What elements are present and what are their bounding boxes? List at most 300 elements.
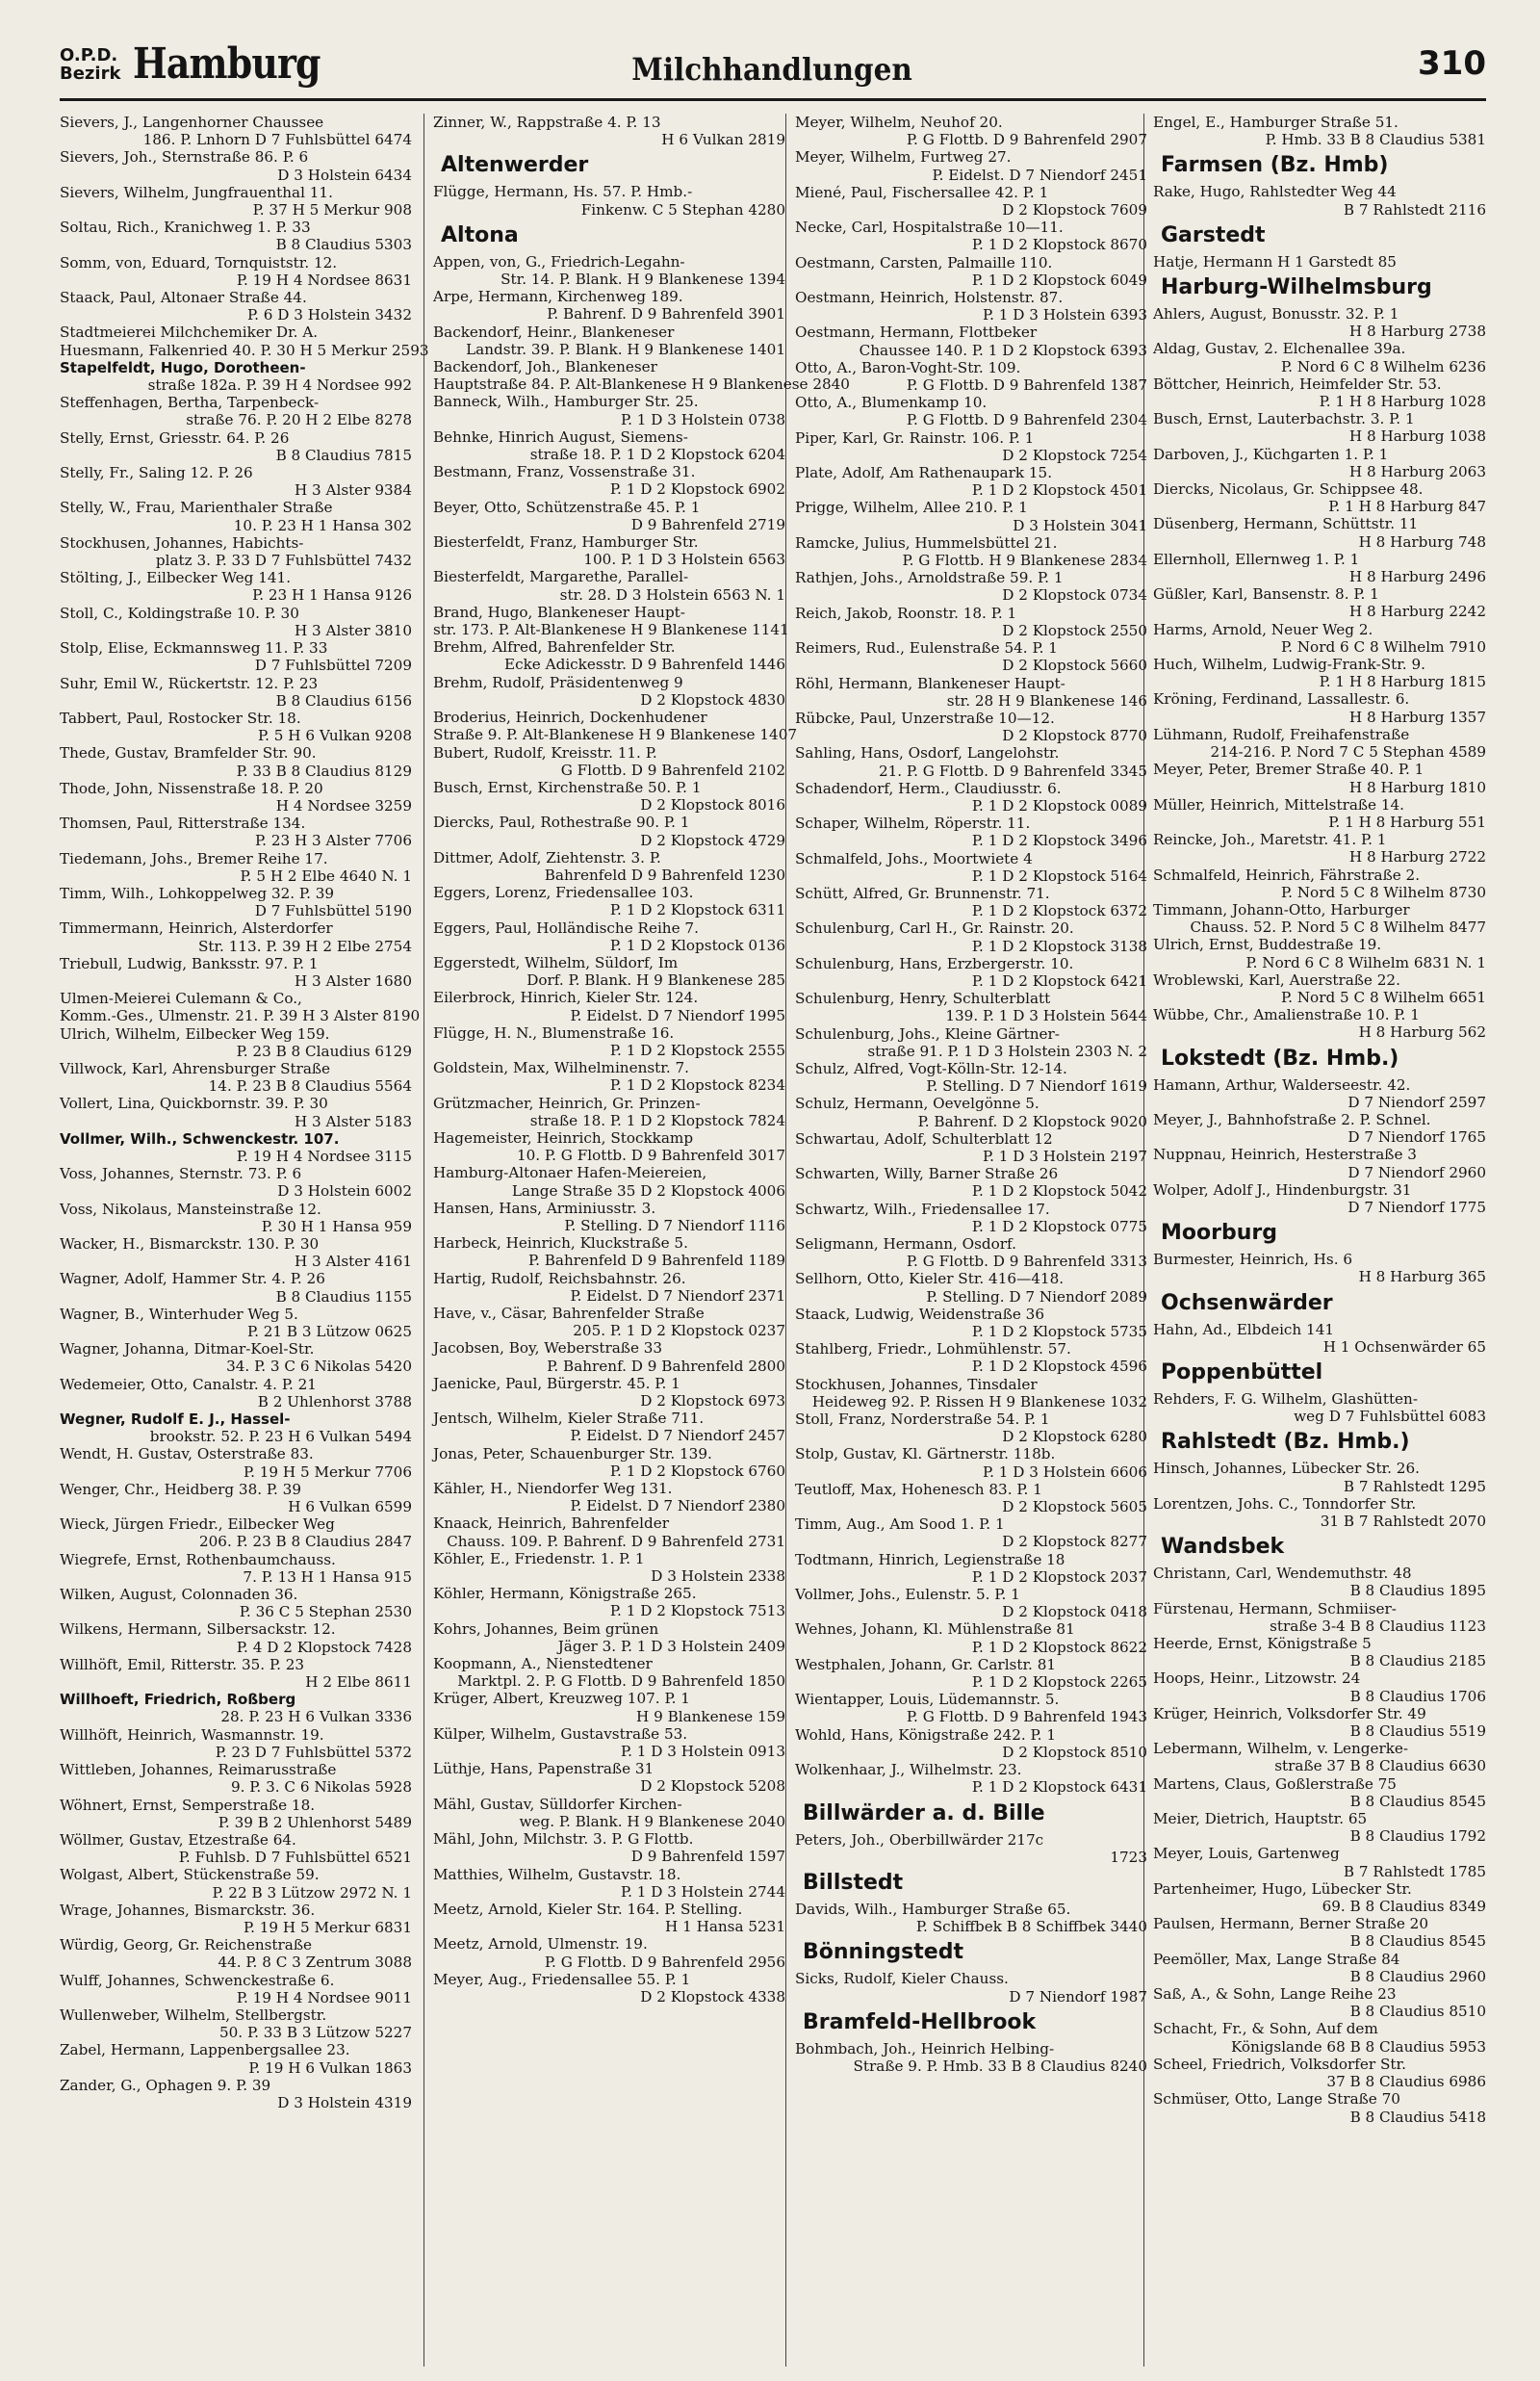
listing-phone-line: P. 1 D 3 Holstein 2744	[620, 1882, 785, 1901]
listing-phone-line: P. 1 D 2 Klopstock 0775	[971, 1217, 1147, 1235]
listing-name-line: Stahlberg, Friedr., Lohmühlenstr. 57.	[795, 1340, 1071, 1359]
listing-entry	[60, 1270, 412, 1305]
listing-name-line: Stockhusen, Johannes, Habichts-	[60, 533, 304, 552]
listing-name-line: Engel, E., Hamburger Straße 51.	[1153, 114, 1399, 131]
listing-name-line: Wöhnert, Ernst, Semperstraße 18.	[60, 1796, 316, 1814]
listing-name-line: Ulrich, Wilhelm, Eilbecker Weg 159.	[60, 1024, 330, 1043]
listing-name-line: Hoops, Heinr., Litzowstr. 24	[1153, 1669, 1361, 1688]
listing-entry	[795, 429, 1147, 464]
listing-phone-line: H 6 Vulkan 6599	[288, 1498, 412, 1516]
listing-entry	[60, 1936, 412, 1971]
listing-name-line: Partenheimer, Hugo, Lübecker Str.	[1153, 1879, 1412, 1898]
listing-phone-line: Str. 14. P. Blank. H 9 Blankenese 1394	[500, 271, 785, 289]
listing-entry	[795, 955, 1147, 990]
listing-phone-line: D 2 Klopstock 5605	[1002, 1498, 1147, 1516]
listing-entry	[795, 1270, 1147, 1305]
listing-phone-line: P. 19 H 6 Vulkan 1863	[248, 2058, 412, 2077]
listing-name-line: Arpe, Hermann, Kirchenweg 189.	[433, 288, 683, 306]
listing-phone-line: P. 21 B 3 Lützow 0625	[246, 1323, 412, 1341]
listing-phone-line: P. Eidelst. D 7 Niendorf 2380	[570, 1497, 785, 1515]
listing-entry	[60, 289, 412, 324]
listing-phone-line: P. Eidelst. D 7 Niendorf 2371	[570, 1286, 785, 1305]
listing-phone-line: P. Schiffbek B 8 Schiffbek 3440	[915, 1918, 1147, 1936]
listing-phone-line: straße 37 B 8 Claudius 6630	[1274, 1757, 1486, 1775]
listing-name-line: Wiegrefe, Ernst, Rothenbaumchauss.	[60, 1550, 336, 1568]
listing-phone-line: P. 19 H 5 Merkur 6831	[243, 1918, 412, 1936]
listing-entry	[795, 710, 1147, 744]
listing-entry	[60, 1306, 412, 1340]
listing-entry	[433, 1550, 785, 1585]
place-heading: Poppenbüttel	[1161, 1359, 1323, 1385]
listing-entry	[60, 1481, 412, 1515]
listing-entry	[60, 324, 429, 359]
listing-entry	[795, 1235, 1147, 1270]
listing-phone-line: P. G Flottb. D 9 Bahrenfeld 1387	[906, 376, 1147, 395]
listing-name-line: Kähler, H., Niendorfer Weg 131.	[433, 1480, 673, 1498]
listing-entry	[433, 183, 785, 218]
place-heading: Harburg-Wilhelmsburg	[1161, 275, 1432, 300]
listing-name-line: Wagner, B., Winterhuder Weg 5.	[60, 1305, 298, 1323]
listing-name-line: Teutloff, Max, Hohenesch 83. P. 1	[795, 1480, 1042, 1498]
listing-phone-line: H 1 Ochsenwärder 65	[1322, 1337, 1486, 1356]
listing-entry	[60, 815, 412, 849]
listing-entry	[60, 919, 412, 954]
listing-entry	[60, 1656, 412, 1691]
listing-name-line: Schulenburg, Henry, Schulterblatt	[795, 990, 1051, 1008]
listing-name-line: Wacker, H., Bismarckstr. 130. P. 30	[60, 1235, 320, 1253]
listing-entry	[1153, 761, 1486, 795]
listing-phone-line: Lange Straße 35 D 2 Klopstock 4006	[511, 1181, 785, 1200]
listing-name-line: Matthies, Wilhelm, Gustavstr. 18.	[433, 1865, 681, 1883]
listing-name-line: Jacobsen, Boy, Weberstraße 33	[433, 1339, 663, 1358]
listing-phone-line: B 8 Claudius 1706	[1349, 1687, 1486, 1705]
listing-entry	[433, 1480, 785, 1514]
listing-entry	[795, 1551, 1147, 1586]
listing-phone-line: Straße 9. P. Hmb. 33 B 8 Claudius 8240	[853, 2057, 1147, 2075]
listing-name-line: Soltau, Rich., Kranichweg 1. P. 33	[60, 219, 311, 237]
listing-entry	[60, 1866, 412, 1901]
listing-name-line: Krüger, Heinrich, Volksdorfer Str. 49	[1153, 1704, 1426, 1722]
listing-phone-line: D 2 Klopstock 5660	[1002, 657, 1147, 675]
listing-phone-line: P. G Flottb. H 9 Blankenese 2834	[902, 552, 1147, 570]
listing-phone-line: P. 6 D 3 Holstein 3432	[246, 306, 412, 324]
listing-entry	[60, 1620, 412, 1655]
listing-entry	[1153, 1880, 1486, 1915]
listing-phone-line: straße 76. P. 20 H 2 Elbe 8278	[186, 411, 412, 429]
listing-name-line: Wolper, Adolf J., Hindenburgstr. 31	[1153, 1180, 1412, 1199]
listing-entry	[795, 184, 1147, 219]
listing-phone-line: straße 18. P. 1 D 2 Klopstock 7824	[529, 1111, 785, 1129]
listing-entry	[433, 814, 785, 848]
listing-name-line: Eilerbrock, Hinrich, Kieler Str. 124.	[433, 989, 699, 1007]
listing-name-line: Köhler, E., Friedenstr. 1. P. 1	[433, 1549, 645, 1567]
listing-entry	[60, 710, 412, 744]
column-3	[795, 114, 1147, 2075]
listing-phone-line: P. 1 D 2 Klopstock 6421	[971, 971, 1147, 990]
listing-phone-line: 14. P. 23 B 8 Claudius 5564	[208, 1077, 412, 1096]
listing-name-line: Fürstenau, Hermann, Schmiiser-	[1153, 1599, 1397, 1618]
listing-entry	[795, 1445, 1147, 1480]
listing-entry	[433, 1375, 785, 1410]
listing-name-line: Willhoeft, Friedrich, Roßberg	[60, 1691, 296, 1709]
listing-phone-line: D 7 Fuhlsbüttel 5190	[254, 902, 412, 920]
listing-name-line: Eggers, Paul, Holländische Reihe 7.	[433, 919, 699, 937]
listing-name-line: Stadtmeierei Milchchemiker Dr. A.	[60, 324, 319, 342]
listing-name-line: Dittmer, Adolf, Ziehtenstr. 3. P.	[433, 848, 661, 867]
listing-entry	[795, 254, 1147, 289]
listing-name-line: Lüthje, Hans, Papenstraße 31	[433, 1760, 654, 1778]
listing-phone-line: P. 1 D 3 Holstein 6393	[982, 306, 1147, 324]
listing-name-line: Meyer, Wilhelm, Furtweg 27.	[795, 148, 1012, 167]
listing-phone-line: P. Bahrenf. D 2 Klopstock 9020	[917, 1112, 1147, 1130]
listing-phone-line: 186. P. Lnhorn D 7 Fuhlsbüttel 6474	[142, 131, 412, 149]
listing-entry	[433, 849, 785, 884]
listing-phone-line: B 8 Claudius 6156	[275, 691, 412, 710]
listing-name-line: Meier, Dietrich, Hauptstr. 65	[1153, 1810, 1368, 1828]
listing-name-line: Meyer, Wilhelm, Neuhof 20.	[795, 114, 1003, 131]
listing-phone-line: H 8 Harburg 365	[1358, 1268, 1486, 1286]
column-divider	[785, 114, 786, 2367]
listing-name-line: Wilken, August, Colonnaden 36.	[60, 1586, 298, 1604]
place-heading: Wandsbek	[1161, 1535, 1285, 1560]
listing-entry	[433, 1059, 785, 1094]
listing-entry	[1153, 831, 1486, 866]
listing-name-line: Timm, Aug., Am Sood 1. P. 1	[795, 1515, 1005, 1534]
listing-name-line: Schaper, Wilhelm, Röperstr. 11.	[795, 815, 1031, 833]
listing-phone-line: H 8 Harburg 562	[1358, 1023, 1486, 1042]
listing-entry	[1153, 305, 1486, 340]
listing-entry	[60, 2006, 412, 2041]
listing-phone-line: straße 18. P. 1 D 2 Klopstock 6204	[529, 446, 785, 464]
listing-entry	[60, 675, 412, 710]
listing-name-line: Thede, Gustav, Bramfelder Str. 90.	[60, 744, 317, 763]
listing-name-line: Davids, Wilh., Hamburger Straße 65.	[795, 1900, 1071, 1918]
listing-entry	[1153, 1006, 1486, 1041]
listing-entry	[60, 2041, 412, 2076]
listing-entry	[433, 638, 785, 673]
listing-phone-line: P. G Flottb. D 9 Bahrenfeld 3313	[906, 1253, 1147, 1271]
listing-entry	[1153, 1565, 1486, 1599]
listing-phone-line: P. 36 C 5 Stephan 2530	[239, 1603, 412, 1621]
listing-name-line: Schwartz, Wilh., Friedensallee 17.	[795, 1200, 1050, 1218]
listing-phone-line: H 3 Alster 5183	[294, 1112, 412, 1130]
listing-phone-line: H 3 Alster 9384	[294, 481, 412, 500]
listing-phone-line: P. Stelling. D 7 Niendorf 2089	[926, 1287, 1147, 1306]
listing-phone-line: 10. P. 23 H 1 Hansa 302	[233, 516, 412, 534]
listing-entry	[1153, 183, 1486, 218]
place-heading: Moorburg	[1161, 1221, 1277, 1246]
listing-name-line: Hinsch, Johannes, Lübecker Str. 26.	[1153, 1460, 1420, 1478]
listing-phone-line: D 2 Klopstock 4729	[640, 831, 785, 849]
listing-entry	[433, 674, 785, 709]
listing-name-line: Reich, Jakob, Roonstr. 18. P. 1	[795, 604, 1017, 622]
listing-entry	[795, 464, 1147, 499]
listing-entry	[60, 990, 421, 1025]
city-title: Hamburg	[133, 39, 321, 89]
listing-name-line: Staack, Paul, Altonaer Straße 44.	[60, 289, 307, 307]
listing-phone-line: Str. 113. P. 39 H 2 Elbe 2754	[197, 937, 412, 955]
listing-phone-line: P. 1 D 2 Klopstock 6902	[609, 480, 785, 499]
listing-phone-line: P. Nord 6 C 8 Wilhelm 6236	[1280, 357, 1486, 375]
listing-phone-line: P. 1 D 2 Klopstock 6431	[971, 1778, 1147, 1797]
listing-phone-line: P. 1 D 2 Klopstock 8234	[609, 1076, 785, 1095]
listing-entry	[1153, 2020, 1486, 2055]
listing-entry	[795, 1130, 1147, 1165]
listing-phone-line: D 9 Bahrenfeld 1597	[630, 1848, 785, 1866]
listing-phone-line: straße 91. P. 1 D 3 Holstein 2303 N. 2	[867, 1042, 1147, 1060]
listing-phone-line: H 8 Harburg 2738	[1348, 323, 1486, 341]
listing-name-line: Schmüser, Otto, Lange Straße 70	[1153, 2090, 1400, 2109]
listing-name-line: Prigge, Wilhelm, Allee 210. P. 1	[795, 499, 1028, 517]
listing-phone-line: P. 1 D 2 Klopstock 7513	[609, 1602, 785, 1620]
listing-name-line: Zinner, W., Rappstraße 4. P. 13	[433, 114, 661, 131]
listing-entry	[1153, 867, 1486, 901]
listing-name-line: Wullenweber, Wilhelm, Stellbergstr.	[60, 2006, 327, 2024]
listing-phone-line: 205. P. 1 D 2 Klopstock 0237	[573, 1322, 785, 1340]
listing-phone-line: B 8 Claudius 2960	[1349, 1967, 1486, 1985]
listing-name-line: Meyer, Peter, Bremer Straße 40. P. 1	[1153, 761, 1424, 779]
listing-entry	[60, 955, 412, 990]
listing-phone-line: P. Eidelst. D 7 Niendorf 2457	[570, 1427, 785, 1445]
listing-name-line: Peters, Joh., Oberbillwärder 217c	[795, 1830, 1044, 1849]
listing-entry	[1153, 1390, 1486, 1425]
listing-name-line: Düsenberg, Hermann, Schüttstr. 11	[1153, 515, 1419, 533]
listing-entry	[433, 1585, 785, 1619]
listing-name-line: Reimers, Rud., Eulenstraße 54. P. 1	[795, 639, 1058, 658]
listing-name-line: Wrage, Johannes, Bismarckstr. 36.	[60, 1901, 316, 1919]
listing-entry	[1153, 1669, 1486, 1704]
listing-entry	[1153, 340, 1486, 375]
listing-phone-line: P. 39 B 2 Uhlenhorst 5489	[218, 1813, 412, 1831]
place-heading: Lokstedt (Bz. Hmb.)	[1161, 1046, 1399, 1071]
listing-name-line: Have, v., Cäsar, Bahrenfelder Straße	[433, 1305, 705, 1322]
listing-name-line: Wehnes, Johann, Kl. Mühlenstraße 81	[795, 1620, 1075, 1639]
listing-phone-line: B 2 Uhlenhorst 3788	[257, 1392, 412, 1410]
listing-name-line: Sievers, Joh., Sternstraße 86. P. 6	[60, 148, 309, 167]
listing-phone-line: P. Stelling. D 7 Niendorf 1619	[926, 1077, 1147, 1096]
listing-phone-line: str. 28 H 9 Blankenese 146	[946, 691, 1147, 710]
listing-entry	[1153, 1251, 1486, 1285]
listing-entry	[795, 1481, 1147, 1515]
listing-name-line: Plate, Adolf, Am Rathenaupark 15.	[795, 464, 1053, 482]
listing-entry	[433, 358, 850, 394]
listing-entry	[60, 534, 412, 569]
listing-name-line: Ellernholl, Ellernweg 1. P. 1	[1153, 550, 1360, 568]
listing-name-line: Lebermann, Wilhelm, v. Lengerke-	[1153, 1740, 1409, 1758]
listing-phone-line: 214-216. P. Nord 7 C 5 Stephan 4589	[1210, 743, 1486, 762]
listing-name-line: Westphalen, Johann, Gr. Carlstr. 81	[795, 1655, 1057, 1673]
listing-entry	[1153, 2056, 1486, 2090]
listing-phone-line: D 2 Klopstock 8770	[1002, 727, 1147, 745]
listing-entry	[1153, 1810, 1486, 1845]
listing-name-line: Wolkenhaar, J., Wilhelmstr. 23.	[795, 1761, 1022, 1779]
listing-name-line: Staack, Ludwig, Weidenstraße 36	[795, 1305, 1045, 1323]
listing-phone-line: brookstr. 52. P. 23 H 6 Vulkan 5494	[149, 1428, 412, 1446]
listing-name-line: Wieck, Jürgen Friedr., Eilbecker Weg	[60, 1515, 335, 1534]
listing-entry	[795, 1970, 1147, 2005]
listing-name-line: Necke, Carl, Hospitalstraße 10—11.	[795, 219, 1064, 237]
listing-entry	[433, 603, 789, 639]
listing-phone-line: D 2 Klopstock 7609	[1002, 201, 1147, 220]
listing-name-line: Vollmer, Johs., Eulenstr. 5. P. 1	[795, 1586, 1020, 1604]
listing-name-line: Hagemeister, Heinrich, Stockkamp	[433, 1128, 694, 1147]
listing-phone-line: 206. P. 23 B 8 Claudius 2847	[198, 1533, 412, 1551]
listing-entry	[60, 569, 412, 604]
listing-phone-line: H 8 Harburg 2242	[1348, 603, 1486, 621]
listing-name-line: Wagner, Adolf, Hammer Str. 4. P. 26	[60, 1270, 325, 1288]
listing-phone-line: H 8 Harburg 2722	[1348, 848, 1486, 867]
listing-phone-line: D 2 Klopstock 5208	[640, 1777, 785, 1796]
listing-phone-line: G Flottb. D 9 Bahrenfeld 2102	[560, 761, 785, 779]
listing-phone-line: P. 5 H 6 Vulkan 9208	[258, 727, 412, 745]
listing-name-line: Oestmann, Hermann, Flottbeker	[795, 324, 1038, 342]
listing-name-line: Hartig, Rudolf, Reichsbahnstr. 26.	[433, 1269, 686, 1287]
listing-entry	[1153, 1146, 1486, 1180]
listing-entry	[1153, 375, 1486, 410]
listing-name-line: Stapelfeldt, Hugo, Dorotheen-	[60, 358, 306, 376]
listing-name-line: Meyer, Louis, Gartenweg	[1153, 1845, 1340, 1863]
listing-phone-line: P. Eidelst. D 7 Niendorf 1995	[570, 1006, 785, 1024]
listing-name-line: Beyer, Otto, Schützenstraße 45. P. 1	[433, 498, 701, 516]
listing-entry	[1153, 515, 1486, 550]
listing-entry	[433, 779, 785, 814]
listing-phone-line: Jäger 3. P. 1 D 3 Holstein 2409	[557, 1637, 785, 1655]
listing-entry	[60, 1095, 412, 1129]
listing-name-line: Peemöller, Max, Lange Straße 84	[1153, 1950, 1400, 1968]
listing-name-line: Hatje, Hermann H 1 Garstedt 85	[1153, 252, 1397, 271]
listing-phone-line: D 2 Klopstock 8510	[1002, 1743, 1147, 1761]
listing-entry	[433, 1164, 785, 1199]
listing-entry	[1153, 1740, 1486, 1774]
listing-phone-line: Landstr. 39. P. Blank. H 9 Blankenese 1401	[466, 340, 785, 358]
listing-entry	[795, 1761, 1147, 1796]
listing-phone-line: H 8 Harburg 1357	[1348, 708, 1486, 726]
listing-phone-line: P. Nord 5 C 8 Wilhelm 8730	[1280, 883, 1486, 901]
listing-name-line: Martens, Claus, Goßlerstraße 75	[1153, 1774, 1397, 1793]
listing-name-line: Somm, von, Eduard, Tornquiststr. 12.	[60, 253, 338, 272]
listing-entry	[1153, 446, 1486, 480]
listing-phone-line: Bahrenfeld D 9 Bahrenfeld 1230	[544, 866, 785, 884]
listing-name-line: Jonas, Peter, Schauenburger Str. 139.	[433, 1444, 712, 1462]
column-1	[60, 114, 429, 2111]
listing-name-line: Schwarten, Willy, Barner Straße 26	[795, 1165, 1059, 1183]
listing-name-line: Rathjen, Johs., Arnoldstraße 59. P. 1	[795, 569, 1064, 587]
listing-name-line: Rake, Hugo, Rahlstedter Weg 44	[1153, 183, 1397, 201]
listing-entry	[1153, 726, 1486, 761]
listing-phone-line: B 8 Claudius 1155	[275, 1287, 412, 1306]
listing-entry	[795, 1095, 1147, 1129]
listing-phone-line: P. 19 H 4 Nordsee 8631	[236, 271, 412, 289]
listing-phone-line: P. 1 D 3 Holstein 0738	[620, 410, 785, 428]
listing-name-line: Stoll, Franz, Norderstraße 54. P. 1	[795, 1410, 1050, 1429]
listing-name-line: Backendorf, Heinr., Blankeneser	[433, 323, 675, 341]
listing-entry	[795, 148, 1147, 183]
listing-entry	[1153, 2090, 1486, 2125]
listing-name-line: Meetz, Arnold, Ulmenstr. 19.	[433, 1935, 648, 1954]
listing-entry	[795, 1691, 1147, 1725]
listing-phone-line: B 8 Claudius 2185	[1349, 1652, 1486, 1670]
listing-phone-line: P. G Flottb. D 9 Bahrenfeld 2956	[544, 1953, 785, 1971]
listing-name-line: Wagner, Johanna, Ditmar-Koel-Str.	[60, 1340, 315, 1359]
listing-name-line: Kröning, Ferdinand, Lassallestr. 6.	[1153, 690, 1410, 709]
listing-entry	[60, 885, 412, 919]
listing-entry	[1153, 936, 1486, 971]
listing-name-line: Rübcke, Paul, Unzerstraße 10—12.	[795, 709, 1055, 727]
listing-entry	[795, 1656, 1147, 1691]
listing-entry	[60, 1726, 412, 1761]
listing-phone-line: B 8 Claudius 8545	[1349, 1932, 1486, 1951]
listing-name-line: Biesterfeldt, Franz, Hamburger Str.	[433, 533, 699, 552]
listing-phone-line: P. 1 D 2 Klopstock 0089	[971, 796, 1147, 815]
listing-name-line: Koopmann, A., Nienstedtener	[433, 1655, 653, 1673]
listing-entry	[433, 324, 785, 358]
listing-phone-line: P. Fuhlsb. D 7 Fuhlsbüttel 6521	[178, 1849, 412, 1867]
listing-entry	[433, 1270, 785, 1305]
listing-name-line: Suhr, Emil W., Rückertstr. 12. P. 23	[60, 674, 319, 692]
listing-phone-line: D 2 Klopstock 8016	[640, 796, 785, 815]
listing-name-line: Voss, Nikolaus, Mansteinstraße 12.	[60, 1200, 321, 1218]
listing-name-line: Schmalfeld, Heinrich, Fährstraße 2.	[1153, 866, 1421, 884]
listing-name-line: Bestmann, Franz, Vossenstraße 31.	[433, 463, 696, 481]
listing-phone-line: H 1 Hansa 5231	[665, 1918, 785, 1936]
listing-phone-line: P. 1 D 2 Klopstock 6311	[609, 901, 785, 919]
listing-entry	[433, 253, 785, 288]
listing-phone-line: weg D 7 Fuhlsbüttel 6083	[1294, 1408, 1486, 1426]
listing-entry	[60, 1060, 412, 1095]
listing-name-line: Schulz, Alfred, Vogt-Kölln-Str. 12-14.	[795, 1059, 1067, 1077]
listing-name-line: Scheel, Friedrich, Volksdorfer Str.	[1153, 2055, 1406, 2073]
listing-entry	[433, 1200, 785, 1234]
listing-name-line: Bohmbach, Joh., Heinrich Helbing-	[795, 2039, 1055, 2057]
listing-phone-line: D 7 Fuhlsbüttel 7209	[254, 657, 412, 675]
listing-phone-line: H 8 Harburg 1038	[1348, 427, 1486, 446]
listing-phone-line: 9. P. 3. C 6 Nikolas 5928	[230, 1778, 412, 1797]
listing-phone-line: D 3 Holstein 3041	[1013, 516, 1147, 534]
listing-name-line: Knaack, Heinrich, Bahrenfelder	[433, 1514, 669, 1533]
listing-entry	[60, 1025, 412, 1060]
listing-entry	[60, 1165, 412, 1200]
listing-phone-line: str. 28. D 3 Holstein 6563 N. 1	[559, 585, 785, 604]
listing-name-line: Harms, Arnold, Neuer Weg 2.	[1153, 620, 1373, 638]
listing-phone-line: P. 37 H 5 Merkur 908	[252, 201, 412, 220]
listing-name-line: Schulenburg, Johs., Kleine Gärtner-	[795, 1024, 1060, 1043]
column-4	[1153, 114, 1486, 2126]
listing-entry	[795, 1901, 1147, 1935]
listing-name-line: Mähl, John, Milchstr. 3. P. G Flottb.	[433, 1830, 694, 1849]
listing-phone-line: D 7 Niendorf 2960	[1348, 1163, 1486, 1181]
page-header	[60, 37, 1486, 106]
listing-phone-line: P. Nord 6 C 8 Wilhelm 7910	[1280, 637, 1486, 656]
listing-phone-line: D 2 Klopstock 8277	[1002, 1533, 1147, 1551]
listing-name-line: Böttcher, Heinrich, Heimfelder Str. 53.	[1153, 375, 1442, 393]
listing-name-line: Appen, von, G., Friedrich-Legahn-	[433, 252, 685, 271]
listing-phone-line: H 9 Blankenese 159	[636, 1707, 785, 1725]
listing-phone-line: H 8 Harburg 1810	[1348, 778, 1486, 796]
listing-entry	[1153, 551, 1486, 585]
listing-entry	[433, 709, 798, 744]
listing-phone-line: P. G Flottb. D 9 Bahrenfeld 1943	[906, 1708, 1147, 1726]
listing-entry	[60, 1972, 412, 2006]
listing-phone-line: B 7 Rahlstedt 1295	[1343, 1477, 1486, 1495]
place-heading: Farmsen (Bz. Hmb)	[1161, 153, 1389, 178]
listing-entry	[1153, 1111, 1486, 1146]
place-heading: Bramfeld-Hellbrook	[803, 2009, 1037, 2034]
listing-phone-line: P. 1 D 2 Klopstock 5164	[971, 867, 1147, 885]
listing-name-line: Stelly, Fr., Saling 12. P. 26	[60, 464, 253, 482]
listing-entry	[1153, 1495, 1486, 1530]
listing-phone-line: P. 1 D 2 Klopstock 8622	[971, 1638, 1147, 1656]
listing-entry	[433, 1620, 785, 1655]
